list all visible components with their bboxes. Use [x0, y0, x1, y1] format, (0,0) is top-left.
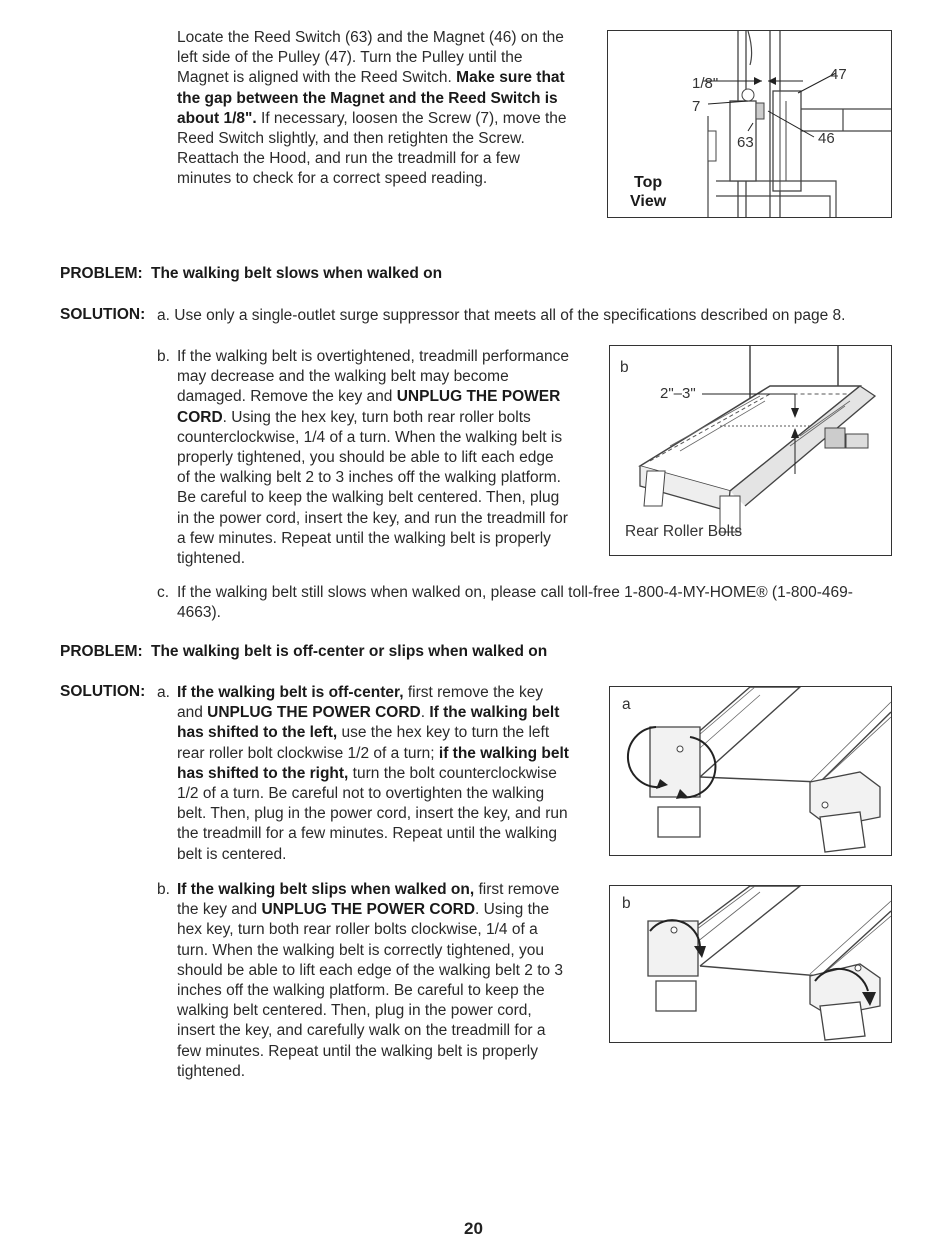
intro-bold: Make sure that the gap between the Magnet and the Reed Switch is about 1/8".: [177, 69, 565, 127]
intro-text-end: If necessary, loosen the Screw (7), move the Reed Switch slightly, and then retighten the Screw. Reattach the Hood, and run the treadmill for a few minutes to check for a correct speed reading.: [177, 109, 567, 188]
top-view-figure: [607, 30, 892, 218]
problem-1-heading: [60, 265, 442, 283]
solution-1a-letter: a.: [157, 307, 170, 324]
intro-text: Locate the Reed Switch (63) and the Magnet (46) on the left side of the Pulley (47). Turn the Pulley until the Magnet is aligned with the Reed Switch.: [177, 29, 564, 87]
solution-1a-text: Use only a single-outlet surge suppressor that meets all of the specifications described on page 8.: [174, 307, 846, 324]
solution-2b-t2: . Using the hex key, turn both rear roller bolts clockwise, 1/4 of a turn. When the walking belt is correctly tightened, you should be able to lift each edge of the walking belt 2 to 3 inches off the walking platform. Be careful to keep the walking belt centered. Then, plug in the power cord, insert the key, and carefully walk on the treadmill for a few minutes. Repeat until the walking belt is properly tightened.: [177, 901, 564, 1080]
problem-2-heading: [60, 643, 547, 661]
top-view-title-2: View: [630, 193, 667, 210]
solution-2a-t1: first remove the key and: [177, 684, 544, 722]
problem-2-title: The walking belt is off-center or slips when walked on: [150, 643, 548, 660]
solution-2a: [177, 683, 572, 865]
solution-1c-letter: c.: [157, 584, 170, 601]
solution-2a-b2: UNPLUG THE POWER CORD: [207, 704, 421, 722]
solution-1a: [157, 306, 897, 326]
fig-b1-measure: 2"–3": [660, 385, 696, 402]
intro-paragraph: [177, 28, 572, 190]
solution-1-label: SOLUTION:: [60, 306, 146, 323]
solution-2b-b2: UNPLUG THE POWER CORD: [261, 901, 476, 919]
belt-centering-figure-a: [609, 686, 892, 856]
solution-2a-b4: if the walking belt has shifted to the right,: [177, 744, 569, 782]
solution-1b-text2: . Using the hex key, turn both rear roller bolts counterclockwise, 1/4 of a turn. When the walking belt is properly tightened, you should be able to lift each edge of the walking belt 2 to 3 inches off the walking platform. Be careful to keep the walking belt centered. Then, plug in the power cord, insert the key, and run the treadmill for a few minutes. Repeat until the walking belt is properly tightened.: [177, 408, 568, 568]
solution-1c: If the walking belt still slows when walked on, please call toll-free 1-800-4-MY-HOME® (1-800-469-4663).: [177, 584, 853, 622]
solution-2b-b1: If the walking belt slips when walked on,: [177, 881, 475, 898]
solution-2-label: SOLUTION:: [60, 683, 146, 700]
fig-a2-letter: a: [622, 696, 631, 713]
fig-b1-letter: b: [620, 359, 629, 376]
solution-2a-t2: .: [420, 704, 430, 722]
belt-tightening-figure-b: [609, 885, 892, 1043]
rear-roller-drawing: [610, 346, 891, 555]
solution-2a-b1: If the walking belt is off-center,: [177, 684, 404, 701]
solution-2a-letter: a.: [157, 684, 170, 701]
solution-1b-bold: UNPLUG THE POWER CORD: [177, 388, 561, 426]
callout-46: 46: [818, 130, 835, 147]
solution-2a-t4: turn the bolt counterclockwise 1/2 of a turn. Be careful not to overtighten the walking belt. Then, plug in the power cord, insert the key, and run the treadmill for a few minutes. Repeat until the walking belt is centered.: [177, 764, 568, 863]
solution-2b: [177, 880, 567, 1082]
callout-47: 47: [830, 66, 847, 83]
top-view-title-1: Top: [634, 174, 663, 191]
solution-2a-t3: use the hex key to turn the left rear roller bolt clockwise 1/2 of a turn;: [177, 724, 550, 762]
solution-2b-letter: b.: [157, 881, 170, 898]
problem-1-title: The walking belt slows when walked on: [150, 265, 443, 282]
solution-2b-t1: first remove the key and: [177, 881, 560, 919]
callout-7: 7: [692, 98, 701, 115]
belt-tightening-drawing-b: [610, 886, 891, 1042]
solution-1b-letter: b.: [157, 348, 170, 365]
callout-63: 63: [737, 134, 754, 151]
solution-1b-text1: If the walking belt is overtightened, treadmill performance may decrease and the walking belt may become damaged. Remove the key and: [177, 348, 570, 406]
rear-roller-bolts-figure: [609, 345, 892, 556]
problem-1-label: PROBLEM:: [60, 265, 143, 282]
solution-2a-b3: If the walking belt has shifted to the left,: [177, 704, 560, 742]
fig-b1-caption: Rear Roller Bolts: [625, 523, 743, 540]
page-number: 20: [464, 1219, 483, 1238]
fig-b2-letter: b: [622, 895, 631, 912]
problem-2-label: PROBLEM:: [60, 643, 143, 660]
gap-label: 1/8": [692, 75, 719, 92]
belt-centering-drawing-a: [610, 687, 891, 855]
top-view-drawing: [608, 31, 891, 217]
solution-1b: [177, 347, 569, 569]
